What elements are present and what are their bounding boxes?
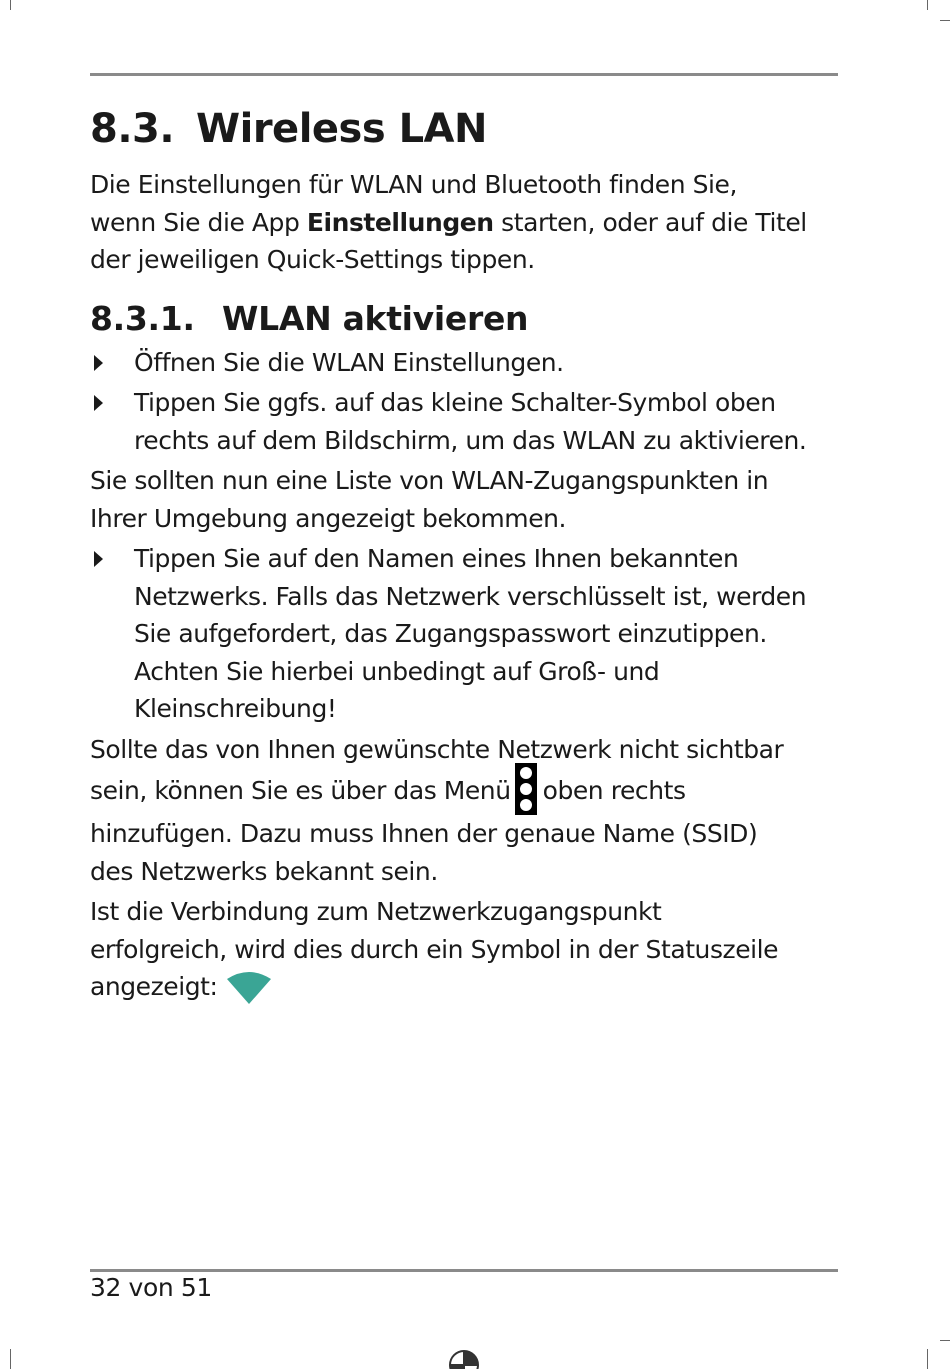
paragraph-line xyxy=(90,768,850,815)
paragraph-text: angezeigt: xyxy=(90,972,218,1001)
subsection-title: WLAN aktivieren xyxy=(222,298,529,338)
paragraph-line: erfolgreich, wird dies durch ein Symbol in der Statuszeile xyxy=(90,934,779,964)
subsection-number: 8.3.1. xyxy=(90,298,195,338)
intro-line-1: Die Einstellungen für WLAN und Bluetooth finden Sie, xyxy=(90,170,737,199)
step-text: Netzwerks. Falls das Netzwerk verschlüsselt ist, werden xyxy=(134,581,807,611)
paragraph-line: Ist die Verbindung zum Netzwerkzugangspunkt xyxy=(90,897,662,926)
paragraph-line: Sollte das von Ihnen gewünschte Netzwerk nicht sichtbar xyxy=(90,734,784,764)
paragraph-hidden-network xyxy=(90,731,850,891)
section-number: 8.3. xyxy=(90,106,175,152)
crop-mark-top-right-v xyxy=(927,0,928,10)
triangle-bullet-icon xyxy=(94,355,103,371)
step-text: rechts auf dem Bildschirm, um das WLAN zu aktivieren. xyxy=(134,425,807,455)
registration-mark-icon xyxy=(444,1345,484,1369)
step-text: Tippen Sie ggfs. auf das kleine Schalter-Symbol oben xyxy=(134,388,776,417)
paragraph-text: sein, können Sie es über das Menü xyxy=(90,776,511,805)
crop-mark-top-right-h xyxy=(940,20,950,21)
step-text: Kleinschreibung! xyxy=(134,694,337,723)
paragraph-connection-status xyxy=(90,893,850,1006)
steps-list-2 xyxy=(90,540,850,728)
intro-text: wenn Sie die App xyxy=(90,207,307,237)
step-text: Öffnen Sie die WLAN Einstellungen. xyxy=(134,347,564,377)
wifi-status-icon xyxy=(225,971,273,1005)
paragraph-list-info xyxy=(90,462,850,537)
section-intro xyxy=(90,166,850,279)
section-title: Wireless LAN xyxy=(196,106,487,152)
overflow-menu-icon xyxy=(515,763,537,815)
list-item xyxy=(90,344,850,382)
paragraph-line: des Netzwerks bekannt sein. xyxy=(90,856,438,886)
crop-mark-top-left xyxy=(10,0,11,10)
list-item xyxy=(90,540,850,728)
paragraph-line xyxy=(90,968,850,1006)
page-content xyxy=(90,100,850,1006)
intro-line-3: der jeweiligen Quick-Settings tippen. xyxy=(90,245,535,274)
crop-mark-bottom-left xyxy=(10,1349,11,1369)
step-text: Achten Sie hierbei unbedingt auf Groß- und xyxy=(134,656,660,686)
steps-list-1 xyxy=(90,344,850,460)
step-text: Sie aufgefordert, das Zugangspasswort einzutippen. xyxy=(134,619,767,648)
paragraph-line: Ihrer Umgebung angezeigt bekommen. xyxy=(90,503,567,533)
intro-text-after: starten, oder auf die Titel xyxy=(493,207,807,237)
paragraph-line: hinzufügen. Dazu muss Ihnen der genaue Name (SSID) xyxy=(90,819,758,848)
crop-mark-bottom-right-v xyxy=(927,1349,928,1369)
page-number: 32 von 51 xyxy=(90,1273,212,1302)
triangle-bullet-icon xyxy=(94,395,103,411)
list-item xyxy=(90,384,850,459)
triangle-bullet-icon xyxy=(94,551,103,567)
step-text: Tippen Sie auf den Namen eines Ihnen bekannten xyxy=(134,544,739,573)
section-heading xyxy=(90,100,850,158)
paragraph-text: oben rechts xyxy=(542,776,686,805)
header-rule xyxy=(90,73,838,76)
intro-line-2 xyxy=(90,204,850,242)
paragraph-line: Sie sollten nun eine Liste von WLAN-Zugangspunkten in xyxy=(90,466,769,495)
app-name-bold: Einstellungen xyxy=(306,207,494,237)
crop-mark-bottom-right-h xyxy=(940,1340,950,1341)
subsection-heading xyxy=(90,297,850,341)
